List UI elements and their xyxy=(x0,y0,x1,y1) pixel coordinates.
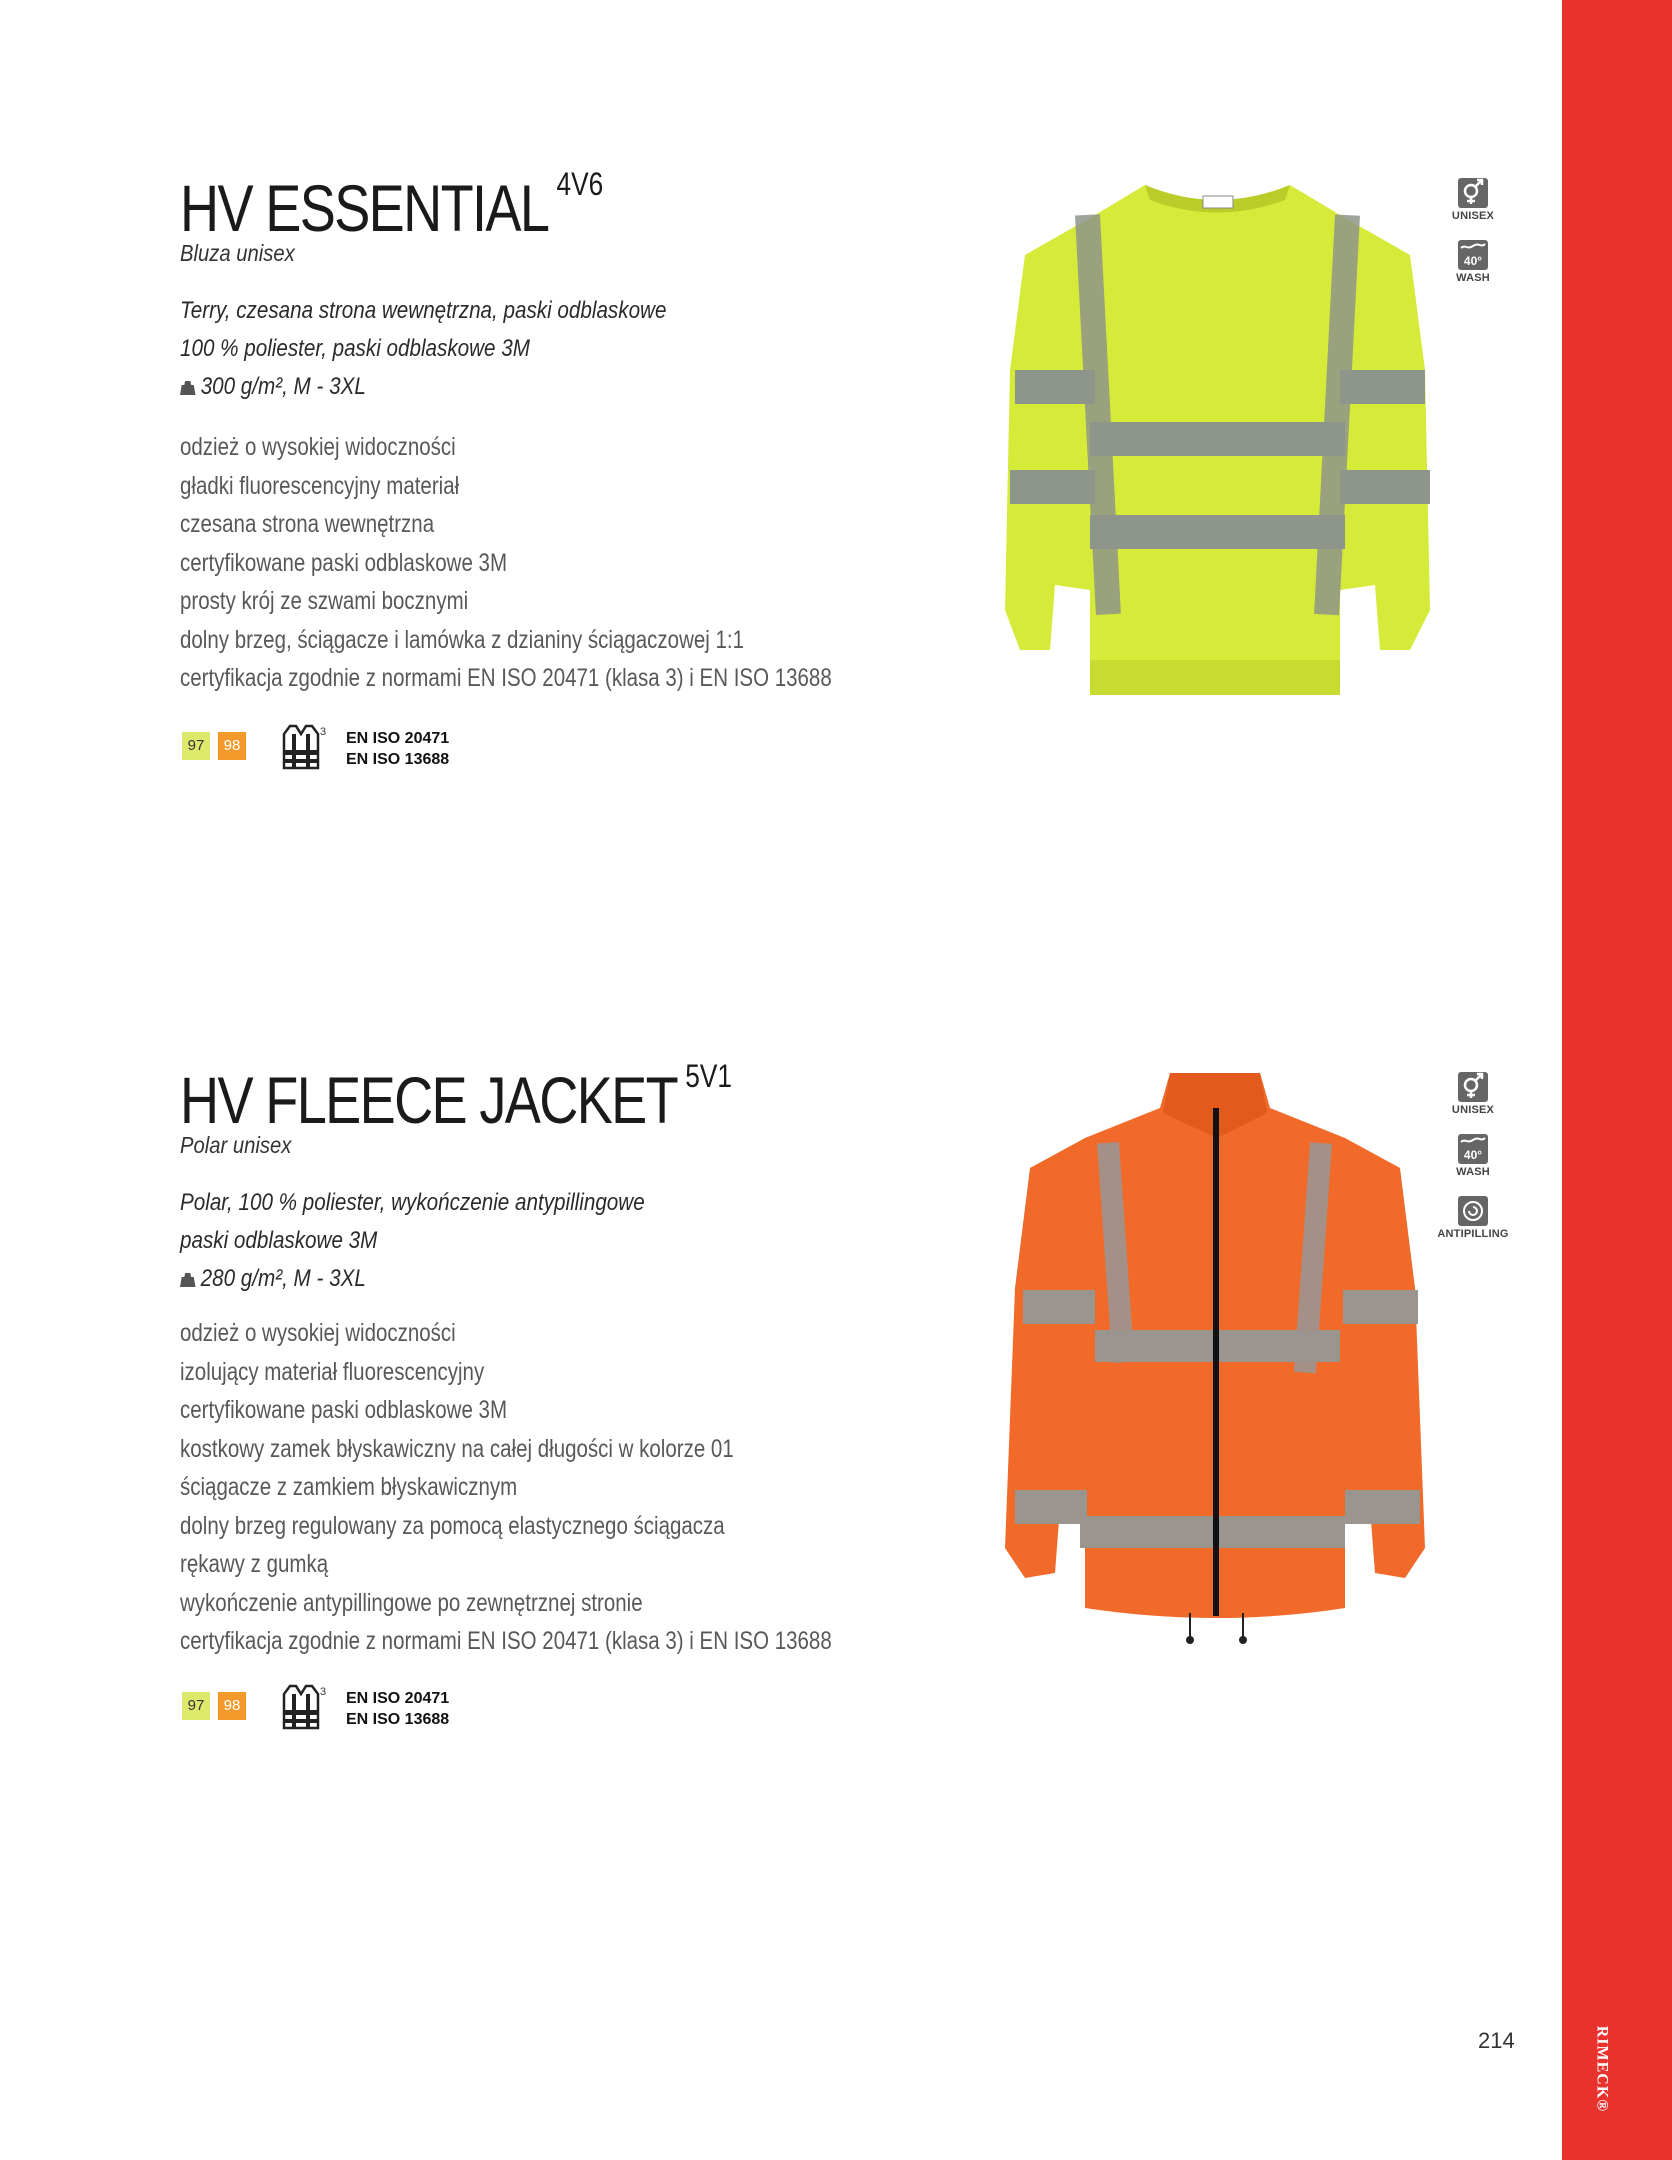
feature-item: certyfikowane paski odblaskowe 3M xyxy=(180,1396,508,1424)
color-code-badge: 97 xyxy=(182,732,210,760)
feature-item: czesana strona wewnętrzna xyxy=(180,510,435,538)
feature-item: izolujący materiał fluorescencyjny xyxy=(180,1357,485,1386)
feature-list xyxy=(180,1314,832,1661)
red-sidebar xyxy=(1562,0,1672,2160)
color-code-badge: 98 xyxy=(218,1692,246,1720)
product-title: HV ESSENTIAL $^{4V6}$ xyxy=(180,166,604,245)
page-number: 214 xyxy=(1478,2028,1515,2053)
product-title: HV FLEECE JACKET $^{5V1}$ xyxy=(180,1058,732,1137)
wash-icon: 40° WASH xyxy=(1433,240,1513,284)
product-image-fleece-jacket xyxy=(985,1068,1450,1668)
feature-item: odzież o wysokiej widoczności xyxy=(180,433,456,461)
feature-item: certyfikacja zgodnie z normami EN ISO 20471 (klasa 3) i EN ISO 13688 xyxy=(180,1627,832,1655)
weight-icon xyxy=(180,379,195,395)
vest-class: 3 xyxy=(320,1686,327,1698)
hi-vis-vest-icon xyxy=(278,1684,327,1730)
product-spec: Polar, 100 % poliester, wykończenie antypillingowe paski odblaskowe 3M 280 g/m², M - 3XL xyxy=(180,1189,645,1292)
product-subtitle: Polar unisex xyxy=(180,1132,292,1158)
product-spec: Terry, czesana strona wewnętrzna, paski odblaskowe 100 % poliester, paski odblaskowe 3M 300 g/m², M - 3XL xyxy=(180,297,667,400)
hi-vis-vest-icon xyxy=(278,724,327,770)
antipilling-icon: ANTIPILLING xyxy=(1433,1196,1513,1240)
wash-icon: 40° WASH xyxy=(1433,1134,1513,1178)
feature-item: certyfikowane paski odblaskowe 3M xyxy=(180,548,508,577)
feature-list xyxy=(180,428,832,698)
norms: EN ISO 20471 EN ISO 13688 xyxy=(346,730,450,768)
norms: EN ISO 20471 EN ISO 13688 xyxy=(346,1690,450,1728)
unisex-icon: UNISEX xyxy=(1433,178,1513,222)
product-image-sweatshirt xyxy=(985,170,1450,710)
product-subtitle: Bluza unisex xyxy=(180,240,295,266)
feature-item: gładki fluorescencyjny materiał xyxy=(180,471,460,500)
vest-class: 3 xyxy=(320,726,327,738)
feature-item: dolny brzeg, ściągacze i lamówka z dzianiny ściągaczowej 1:1 xyxy=(180,625,745,654)
feature-item: rękawy z gumką xyxy=(180,1550,329,1578)
feature-item: ściągacze z zamkiem błyskawicznym xyxy=(180,1473,518,1501)
feature-item: certyfikacja zgodnie z normami EN ISO 20471 (klasa 3) i EN ISO 13688 xyxy=(180,664,832,692)
weight-icon xyxy=(180,1271,195,1287)
feature-item: kostkowy zamek błyskawiczny na całej długości w kolorze 01 xyxy=(180,1434,734,1463)
brand-logo: RIMECK® xyxy=(1593,2025,1611,2113)
feature-item: odzież o wysokiej widoczności xyxy=(180,1319,456,1347)
feature-item: wykończenie antypillingowe po zewnętrznej stronie xyxy=(180,1588,643,1617)
feature-item: prosty krój ze szwami bocznymi xyxy=(180,587,469,615)
svg-text:40°: 40° xyxy=(1463,254,1483,268)
color-code-badge: 97 xyxy=(182,1692,210,1720)
svg-text:40°: 40° xyxy=(1463,1148,1483,1162)
color-code-badge: 98 xyxy=(218,732,246,760)
feature-item: dolny brzeg regulowany za pomocą elastycznego ściągacza xyxy=(180,1511,725,1540)
unisex-icon: UNISEX xyxy=(1433,1072,1513,1116)
